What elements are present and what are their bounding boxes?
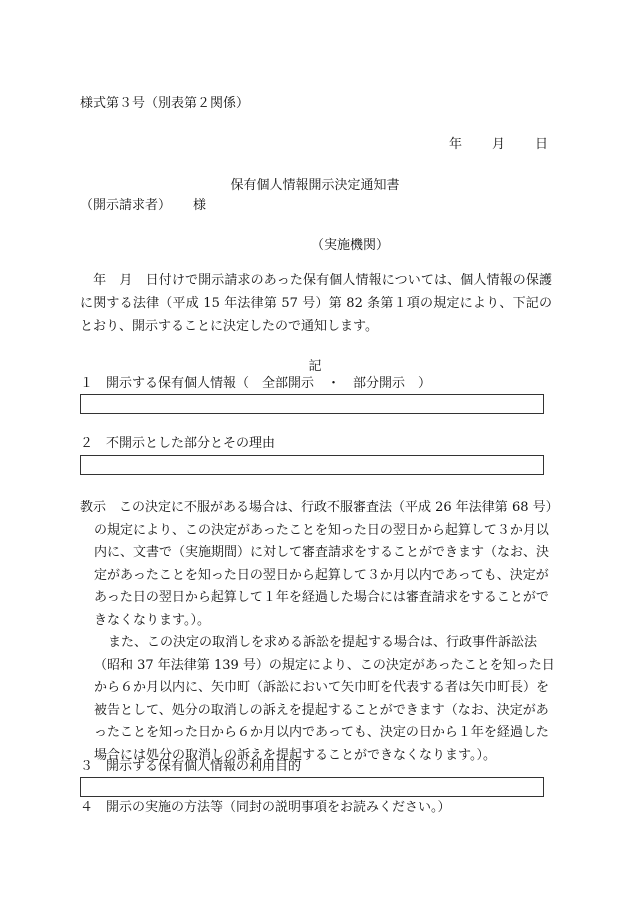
agency-label: （実施機関）: [310, 238, 389, 253]
ki-marker: 記: [308, 359, 322, 374]
date-line: [449, 137, 548, 153]
document-title: 保有個人情報開示決定通知書: [230, 178, 400, 193]
date-year-label: 年: [448, 137, 462, 152]
item-1-label: １ 開示する保有個人情報（ 全部開示 ・ 部分開示 ）: [80, 376, 432, 391]
item-3-label: ３ 開示する保有個人情報の利用目的: [80, 759, 302, 774]
item-3-field[interactable]: [80, 777, 544, 797]
item-2-label: ２ 不開示とした部分とその理由: [80, 436, 276, 451]
date-month-label: 月: [491, 137, 505, 152]
notice-paragraph-2: [80, 632, 555, 767]
requester-honorific: 様: [193, 198, 207, 213]
form-number: 様式第３号（別表第２関係）: [80, 96, 250, 111]
item-1-field[interactable]: [80, 394, 544, 414]
requester-label: （開示請求者）: [80, 198, 172, 213]
notice-paragraph-1: 教示 この決定に不服がある場合は、行政不服審査法（平成 26 年法律第 68 号）の規定により、この決定があったことを知った日の翌日から起算して３か月以内に、文書で（実施期間）に対して審査請求をすることができます（なお、決定があったことを知った日の翌日から起算して３か月以内であっても、決定があった日の翌日から起算して１年を経過した場合には審査請求をすることができなくなります。）。: [80, 500, 553, 628]
date-day-label: 日: [534, 137, 548, 152]
item-4-label: ４ 開示の実施の方法等（同封の説明事項をお読みください。）: [80, 800, 451, 815]
notice-section: [80, 497, 555, 767]
notice-paragraph-2-text: また、この決定の取消しを求める訴訟を提起する場合は、行政事件訴訟法（昭和 37 年法律第 139 号）の規定により、この決定があったことを知った日から６か月以内に、矢巾町（訴訟において矢巾町を代表する者は矢巾町長）を被告として、処分の取消しの訴えを提起することができます（なお、決定があったことを知った日から６か月以内であっても、決定の日から１年を経過した場合には処分の取消しの訴えを提起することができなくなります。）。: [94, 635, 555, 763]
requester-line: [80, 198, 206, 214]
intro-paragraph: 年 月 日付けで開示請求のあった保有個人情報については、個人情報の保護に関する法律（平成 15 年法律第 57 号）第 82 条第１項の規定により、下記のとおり、開示することに決定したので通知します。: [80, 273, 552, 334]
item-2-field[interactable]: [80, 455, 544, 475]
